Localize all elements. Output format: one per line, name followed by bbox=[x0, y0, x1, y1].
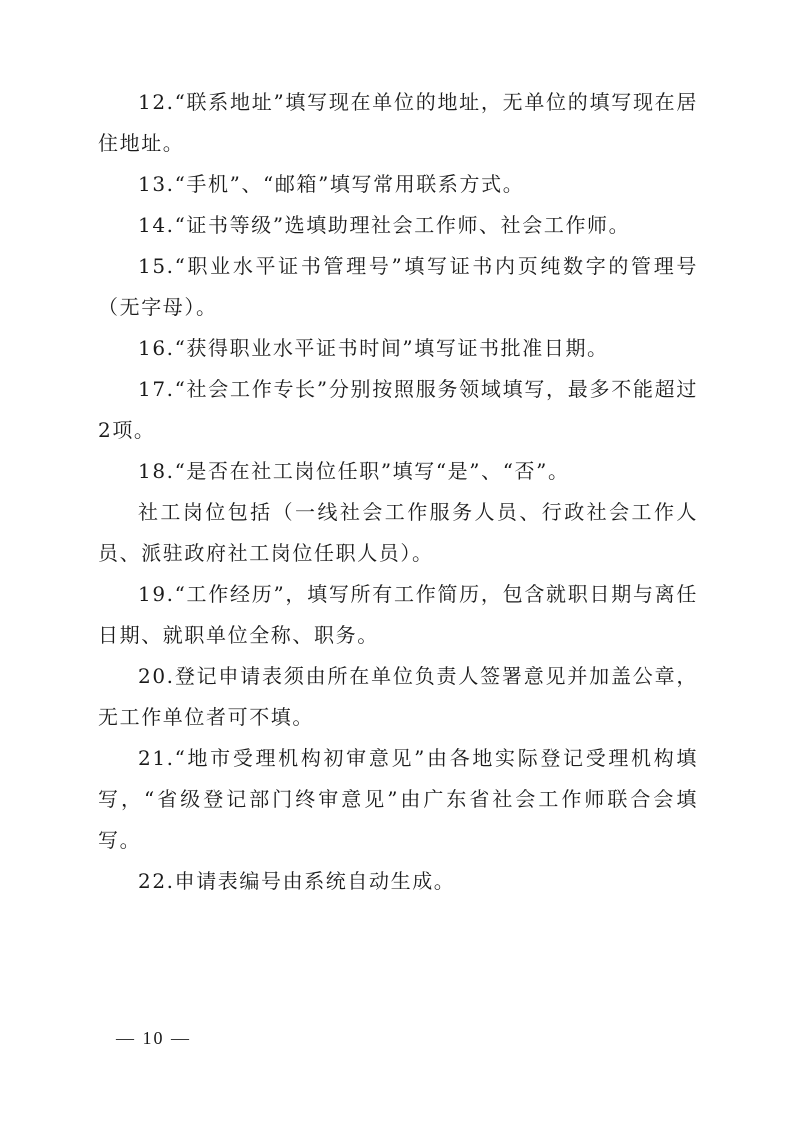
paragraph-item-20: 20.登记申请表须由所在单位负责人签署意见并加盖公章，无工作单位者可不填。 bbox=[98, 664, 698, 729]
paragraph-item-18: 18.“是否在社工岗位任职”填写“是”、“否”。 bbox=[138, 459, 570, 483]
paragraph-item-22: 22.申请表编号由系统自动生成。 bbox=[138, 869, 456, 893]
paragraph-item-13: 13.“手机”、“邮箱”填写常用联系方式。 bbox=[138, 172, 525, 196]
page-number: — 10 — bbox=[116, 1028, 191, 1048]
paragraph-item-15: 15.“职业水平证书管理号”填写证书内页纯数字的管理号（无字母）。 bbox=[98, 254, 698, 319]
document-body bbox=[98, 82, 698, 902]
paragraph-item-16: 16.“获得职业水平证书时间”填写证书批准日期。 bbox=[138, 336, 609, 360]
paragraph-item-12: 12.“联系地址”填写现在单位的地址，无单位的填写现在居住地址。 bbox=[98, 90, 698, 155]
paragraph-social-work-positions: 社工岗位包括（一线社会工作服务人员、行政社会工作人员、派驻政府社工岗位任职人员）。 bbox=[98, 500, 698, 565]
paragraph-item-19: 19.“工作经历”，填写所有工作简历，包含就职日期与离任日期、就职单位全称、职务。 bbox=[98, 582, 698, 647]
paragraph-item-17: 17.“社会工作专长”分别按照服务领域填写，最多不能超过2项。 bbox=[98, 377, 698, 442]
paragraph-item-21: 21.“地市受理机构初审意见”由各地实际登记受理机构填写，“省级登记部门终审意见”由广东省社会工作师联合会填写。 bbox=[98, 746, 698, 852]
paragraph-item-14: 14.“证书等级”选填助理社会工作师、社会工作师。 bbox=[138, 213, 631, 237]
